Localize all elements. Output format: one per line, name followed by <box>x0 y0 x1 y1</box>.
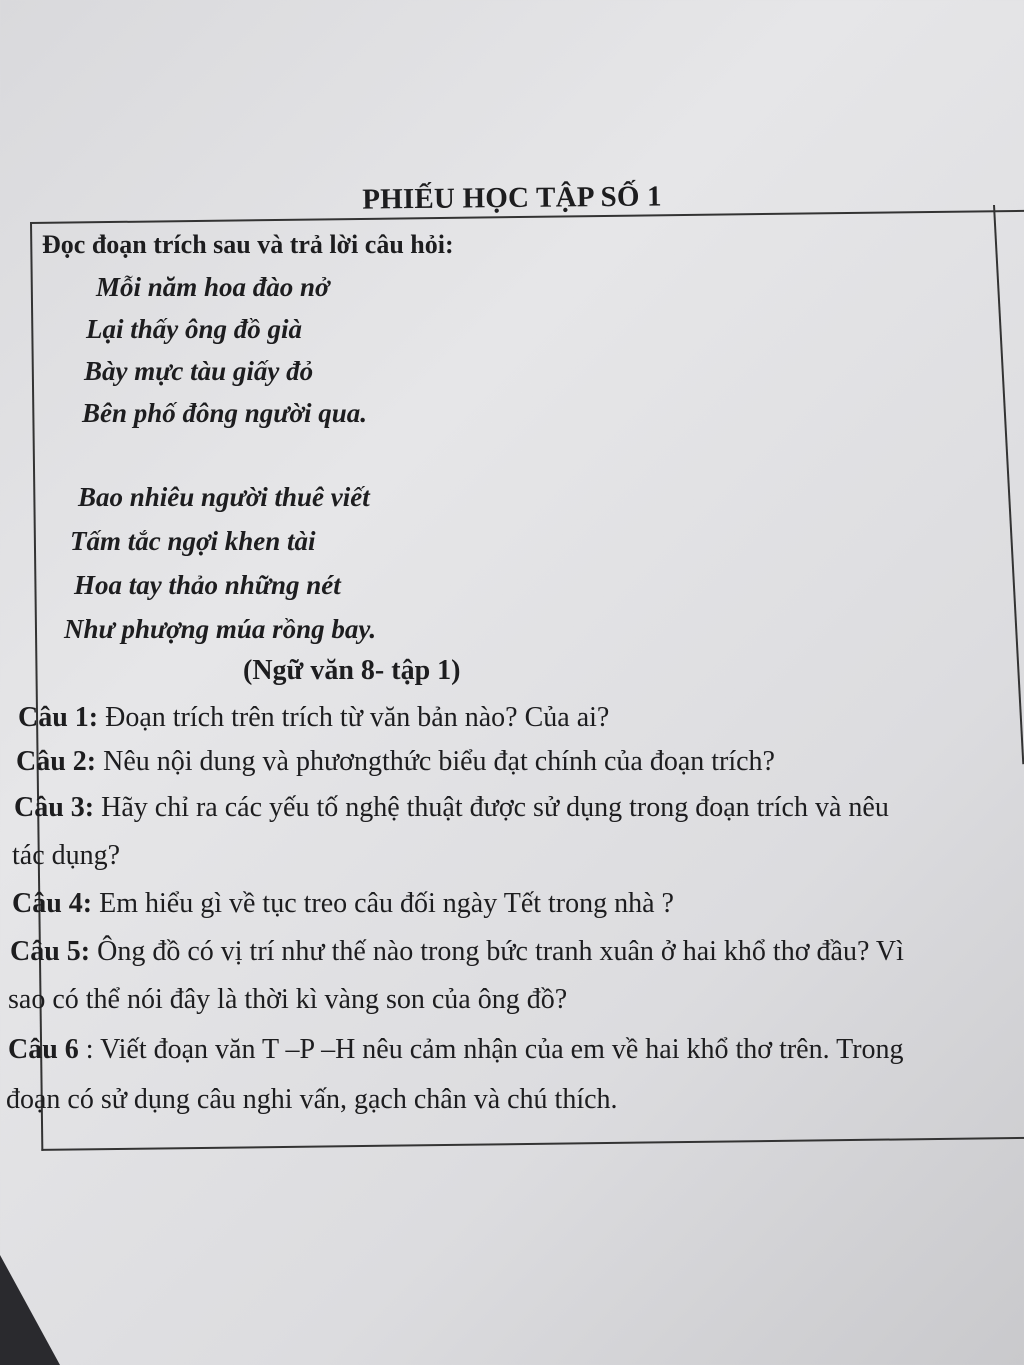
worksheet-title: PHIẾU HỌC TẬP SỐ 1 <box>362 180 662 216</box>
question-label: Câu 6 <box>8 1034 79 1065</box>
table-shadow <box>0 1255 60 1365</box>
question-text: Nêu nội dung và phươngthức biểu đạt chính của đoạn trích? <box>96 746 775 777</box>
question-1 <box>18 702 609 734</box>
question-6 <box>8 1034 904 1066</box>
question-3-continuation: tác dụng? <box>12 840 121 871</box>
question-label: Câu 4: <box>12 888 93 919</box>
question-2 <box>16 746 775 778</box>
poem-line: Mỗi năm hoa đào nở <box>96 272 330 302</box>
question-5-continuation: sao có thể nói đây là thời kì vàng son của ông đồ? <box>8 984 568 1015</box>
poem-line: Tấm tắc ngợi khen tài <box>70 526 316 556</box>
question-label: Câu 3: <box>14 792 95 823</box>
question-6-continuation: đoạn có sử dụng câu nghi vấn, gạch chân và chú thích. <box>6 1084 618 1115</box>
question-text: Em hiểu gì về tục treo câu đối ngày Tết trong nhà ? <box>92 888 674 919</box>
question-label: Câu 2: <box>16 746 97 777</box>
instruction-text: Đọc đoạn trích sau và trả lời câu hỏi: <box>42 230 454 259</box>
poem-line: Như phượng múa rồng bay. <box>64 614 377 644</box>
question-text: : Viết đoạn văn T –P –H nêu cảm nhận của em về hai khổ thơ trên. Trong <box>78 1034 904 1065</box>
poem-line: Bên phố đông người qua. <box>82 398 367 428</box>
poem-line: Hoa tay thảo những nét <box>74 570 341 600</box>
question-label: Câu 5: <box>10 936 91 967</box>
question-3 <box>14 792 889 824</box>
poem-line: Bày mực tàu giấy đỏ <box>84 356 314 386</box>
question-4 <box>12 888 674 920</box>
question-5 <box>10 936 904 968</box>
question-text: Ông đồ có vị trí như thế nào trong bức tranh xuân ở hai khổ thơ đầu? Vì <box>90 936 904 967</box>
question-text: Đoạn trích trên trích từ văn bản nào? Của ai? <box>98 702 610 733</box>
poem-line: Bao nhiêu người thuê viết <box>78 482 370 512</box>
question-text: Hãy chỉ ra các yếu tố nghệ thuật được sử dụng trong đoạn trích và nêu <box>94 792 889 823</box>
question-label: Câu 1: <box>18 702 99 733</box>
poem-line: Lại thấy ông đồ già <box>86 314 303 344</box>
poem-source: (Ngữ văn 8- tập 1) <box>243 655 461 686</box>
